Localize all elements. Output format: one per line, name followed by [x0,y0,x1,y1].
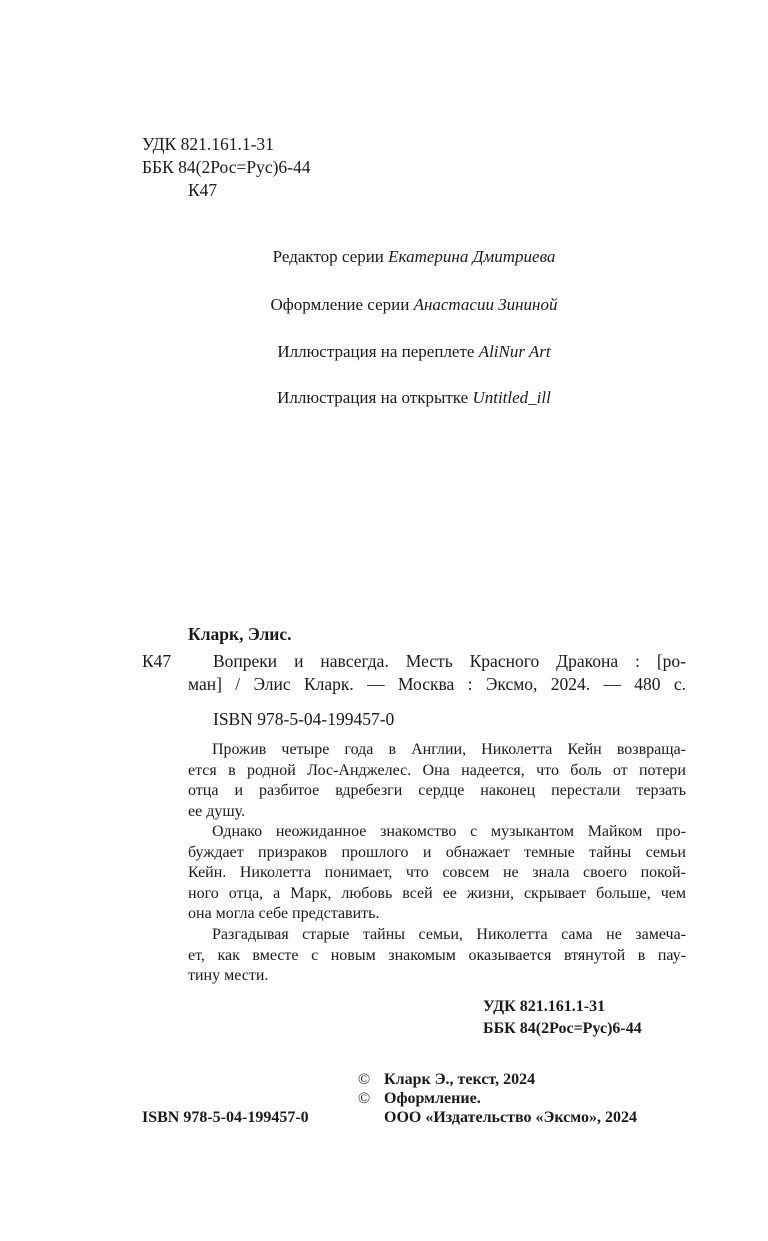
annotation-line: ного отца, а Марк, любовь всей ее жизни, скрывает больше, чем [188,884,686,902]
annotation-paragraph-3 [188,925,686,987]
copyright-symbol: © [358,1090,371,1107]
annotation-line: Разгадывая старые тайны семьи, Николетта сама не замеча- [212,926,686,943]
annotation-line: тину мести. [188,967,269,984]
credit-name: Анастасии Зининой [413,295,558,314]
annotation-line: она могла себе представить. [188,905,380,922]
annotation-paragraph-1 [188,740,686,822]
record-isbn: ISBN 978-5-04-199457-0 [213,709,395,729]
credit-cover-illustration [0,341,768,363]
record-title-line1: Вопреки и навсегда. Месть Красного Дракона : [ро- [213,651,686,671]
publisher: ООО «Издательство «Эксмо», 2024 [384,1109,637,1126]
credit-series-design [0,294,768,316]
annotation-line: отца и разбитое вдребезги сердце наконец перестали терзать [188,782,686,799]
copyright-text: Кларк Э., текст, 2024 [384,1071,536,1088]
author-mark: К47 [188,180,218,200]
annotation-line: Прожив четыре года в Англии, Николетта Кейн возвраща- [212,741,686,758]
annotation-line: ее душу. [188,802,246,820]
annotation-paragraph-2 [188,822,686,925]
annotation-line: буждает призраков прошлого и обнажает темные тайны семьи [188,843,686,861]
credit-name: AliNur Art [478,342,551,361]
credit-role: Редактор серии [272,247,384,266]
credit-series-editor [0,246,768,268]
bbk-code: ББК 84(2Рос=Рус)6-44 [142,157,311,177]
credit-card-illustration [0,387,768,409]
annotation-line: Однако неожиданное знакомство с музыкантом Майком про- [212,823,686,840]
copyright-design: Оформление. [384,1090,481,1107]
annotation-line: ет, как вместе с новым знакомым оказывается втянутой в пау- [188,946,686,964]
record-title-line2: ман] / Элис Кларк. — Москва : Эксмо, 2024. — 480 с. [188,674,686,694]
isbn-bold: ISBN 978-5-04-199457-0 [142,1109,309,1126]
record-author: Кларк, Элис. [188,624,292,644]
udk-code: УДК 821.161.1-31 [142,134,274,154]
credit-name: Екатерина Дмитриева [388,247,556,266]
credit-name: Untitled_ill [472,388,551,407]
copyright-symbol: © [358,1071,371,1088]
record-mark: К47 [142,651,172,671]
credit-role: Иллюстрация на открытке [277,388,469,407]
annotation-line: ется в родной Лос-Анджелес. Она надеется, что боль от потери [188,761,686,779]
credit-role: Оформление серии [270,295,410,314]
credit-role: Иллюстрация на переплете [277,342,475,361]
annotation-line: Кейн. Николетта понимает, что совсем не знала своего покой- [188,864,686,881]
bbk-code-bold: ББК 84(2Рос=Рус)6-44 [483,1020,642,1037]
udk-code-bold: УДК 821.161.1-31 [483,998,606,1015]
